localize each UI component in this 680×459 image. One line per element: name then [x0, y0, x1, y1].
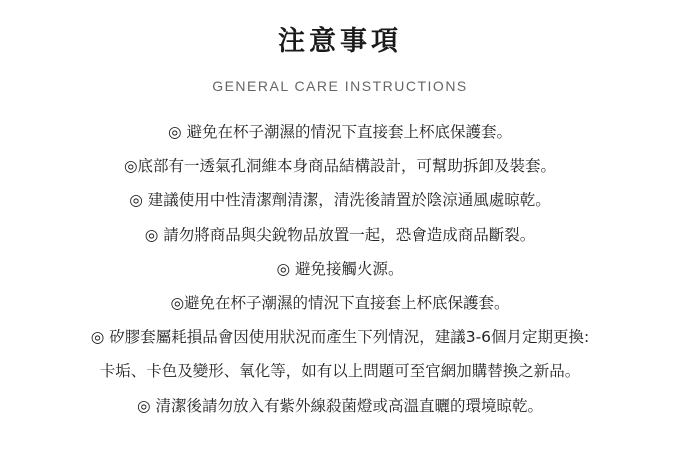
page-subtitle: GENERAL CARE INSTRUCTIONS: [212, 78, 468, 94]
page-title: 注意事項: [278, 26, 402, 57]
instruction-item: ◎避免在杯子潮濕的情況下直接套上杯底保護套。: [170, 293, 510, 312]
instruction-list: [0, 115, 680, 423]
instruction-item: ◎ 請勿將商品與尖銳物品放置一起，恐會造成商品斷裂。: [144, 225, 536, 244]
instruction-item: ◎ 避免在杯子潮濕的情況下直接套上杯底保護套。: [168, 123, 512, 141]
instruction-item: ◎ 避免接觸火源。: [276, 259, 404, 278]
instruction-item: ◎ 清潔後請勿放入有紫外線殺菌燈或高溫直曬的環境晾乾。: [137, 396, 543, 415]
instruction-item: ◎ 建議使用中性清潔劑清潔，清洗後請置於陰涼通風處晾乾。: [129, 191, 551, 210]
instruction-item: ◎底部有一透氣孔洞維本身商品結構設計，可幫助拆卸及裝套。: [123, 157, 557, 176]
instruction-item: ◎ 矽膠套屬耗損品會因使用狀況而產生下列情況，建議3-6個月定期更換:: [90, 328, 590, 347]
instruction-item: 卡垢、卡色及變形、氧化等，如有以上問題可至官網加購替換之新品。: [99, 362, 581, 381]
